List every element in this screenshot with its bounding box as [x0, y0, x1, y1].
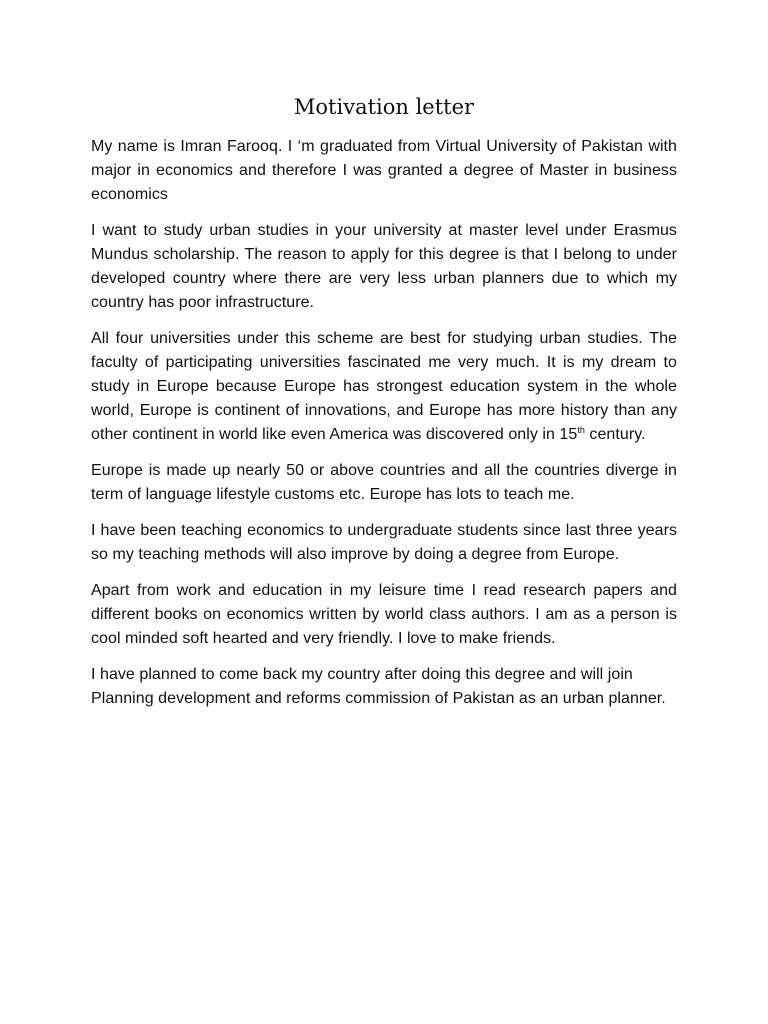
paragraph-europe-education-text: All four universities under this scheme are best for studying urban studies. The faculty of participating universities fascinated me very much. It is my dream to study in Europe because Europe has strongest education system in the whole world, Europe is continent of innovations, and Europe has more history than any other continent in world like even America was discovered only in 15	[91, 330, 677, 443]
paragraph-europe-education-ending: century.	[584, 426, 646, 443]
letter-title: Motivation letter	[293, 95, 475, 119]
paragraph-future-plan: I have planned to come back my country after doing this degree and will join Planning development and reforms commission of Pakistan as an urban planner.	[91, 666, 666, 707]
paragraph-teaching: I have been teaching economics to undergraduate students since last three years so my teaching methods will also improve by doing a degree from Europe.	[91, 522, 677, 563]
paragraph-leisure: Apart from work and education in my leisure time I read research papers and different books on economics written by world class authors. I am as a person is cool minded soft hearted and very friendly. I love to make friends.	[91, 582, 677, 647]
ordinal-superscript: th	[577, 425, 585, 435]
paragraph-study-goal: I want to study urban studies in your university at master level under Erasmus Mundus scholarship. The reason to apply for this degree is that I belong to under developed country where there are very less urban planners due to which my country has poor infrastructure.	[91, 222, 677, 311]
letter-body	[91, 135, 677, 723]
paragraph-introduction: My name is Imran Farooq. I ‘m graduated from Virtual University of Pakistan with major in economics and therefore I was granted a degree of Master in business economics	[91, 138, 677, 203]
paragraph-europe-countries: Europe is made up nearly 50 or above countries and all the countries diverge in term of language lifestyle customs etc. Europe has lots to teach me.	[91, 462, 677, 503]
paragraph-europe-education	[91, 327, 677, 447]
